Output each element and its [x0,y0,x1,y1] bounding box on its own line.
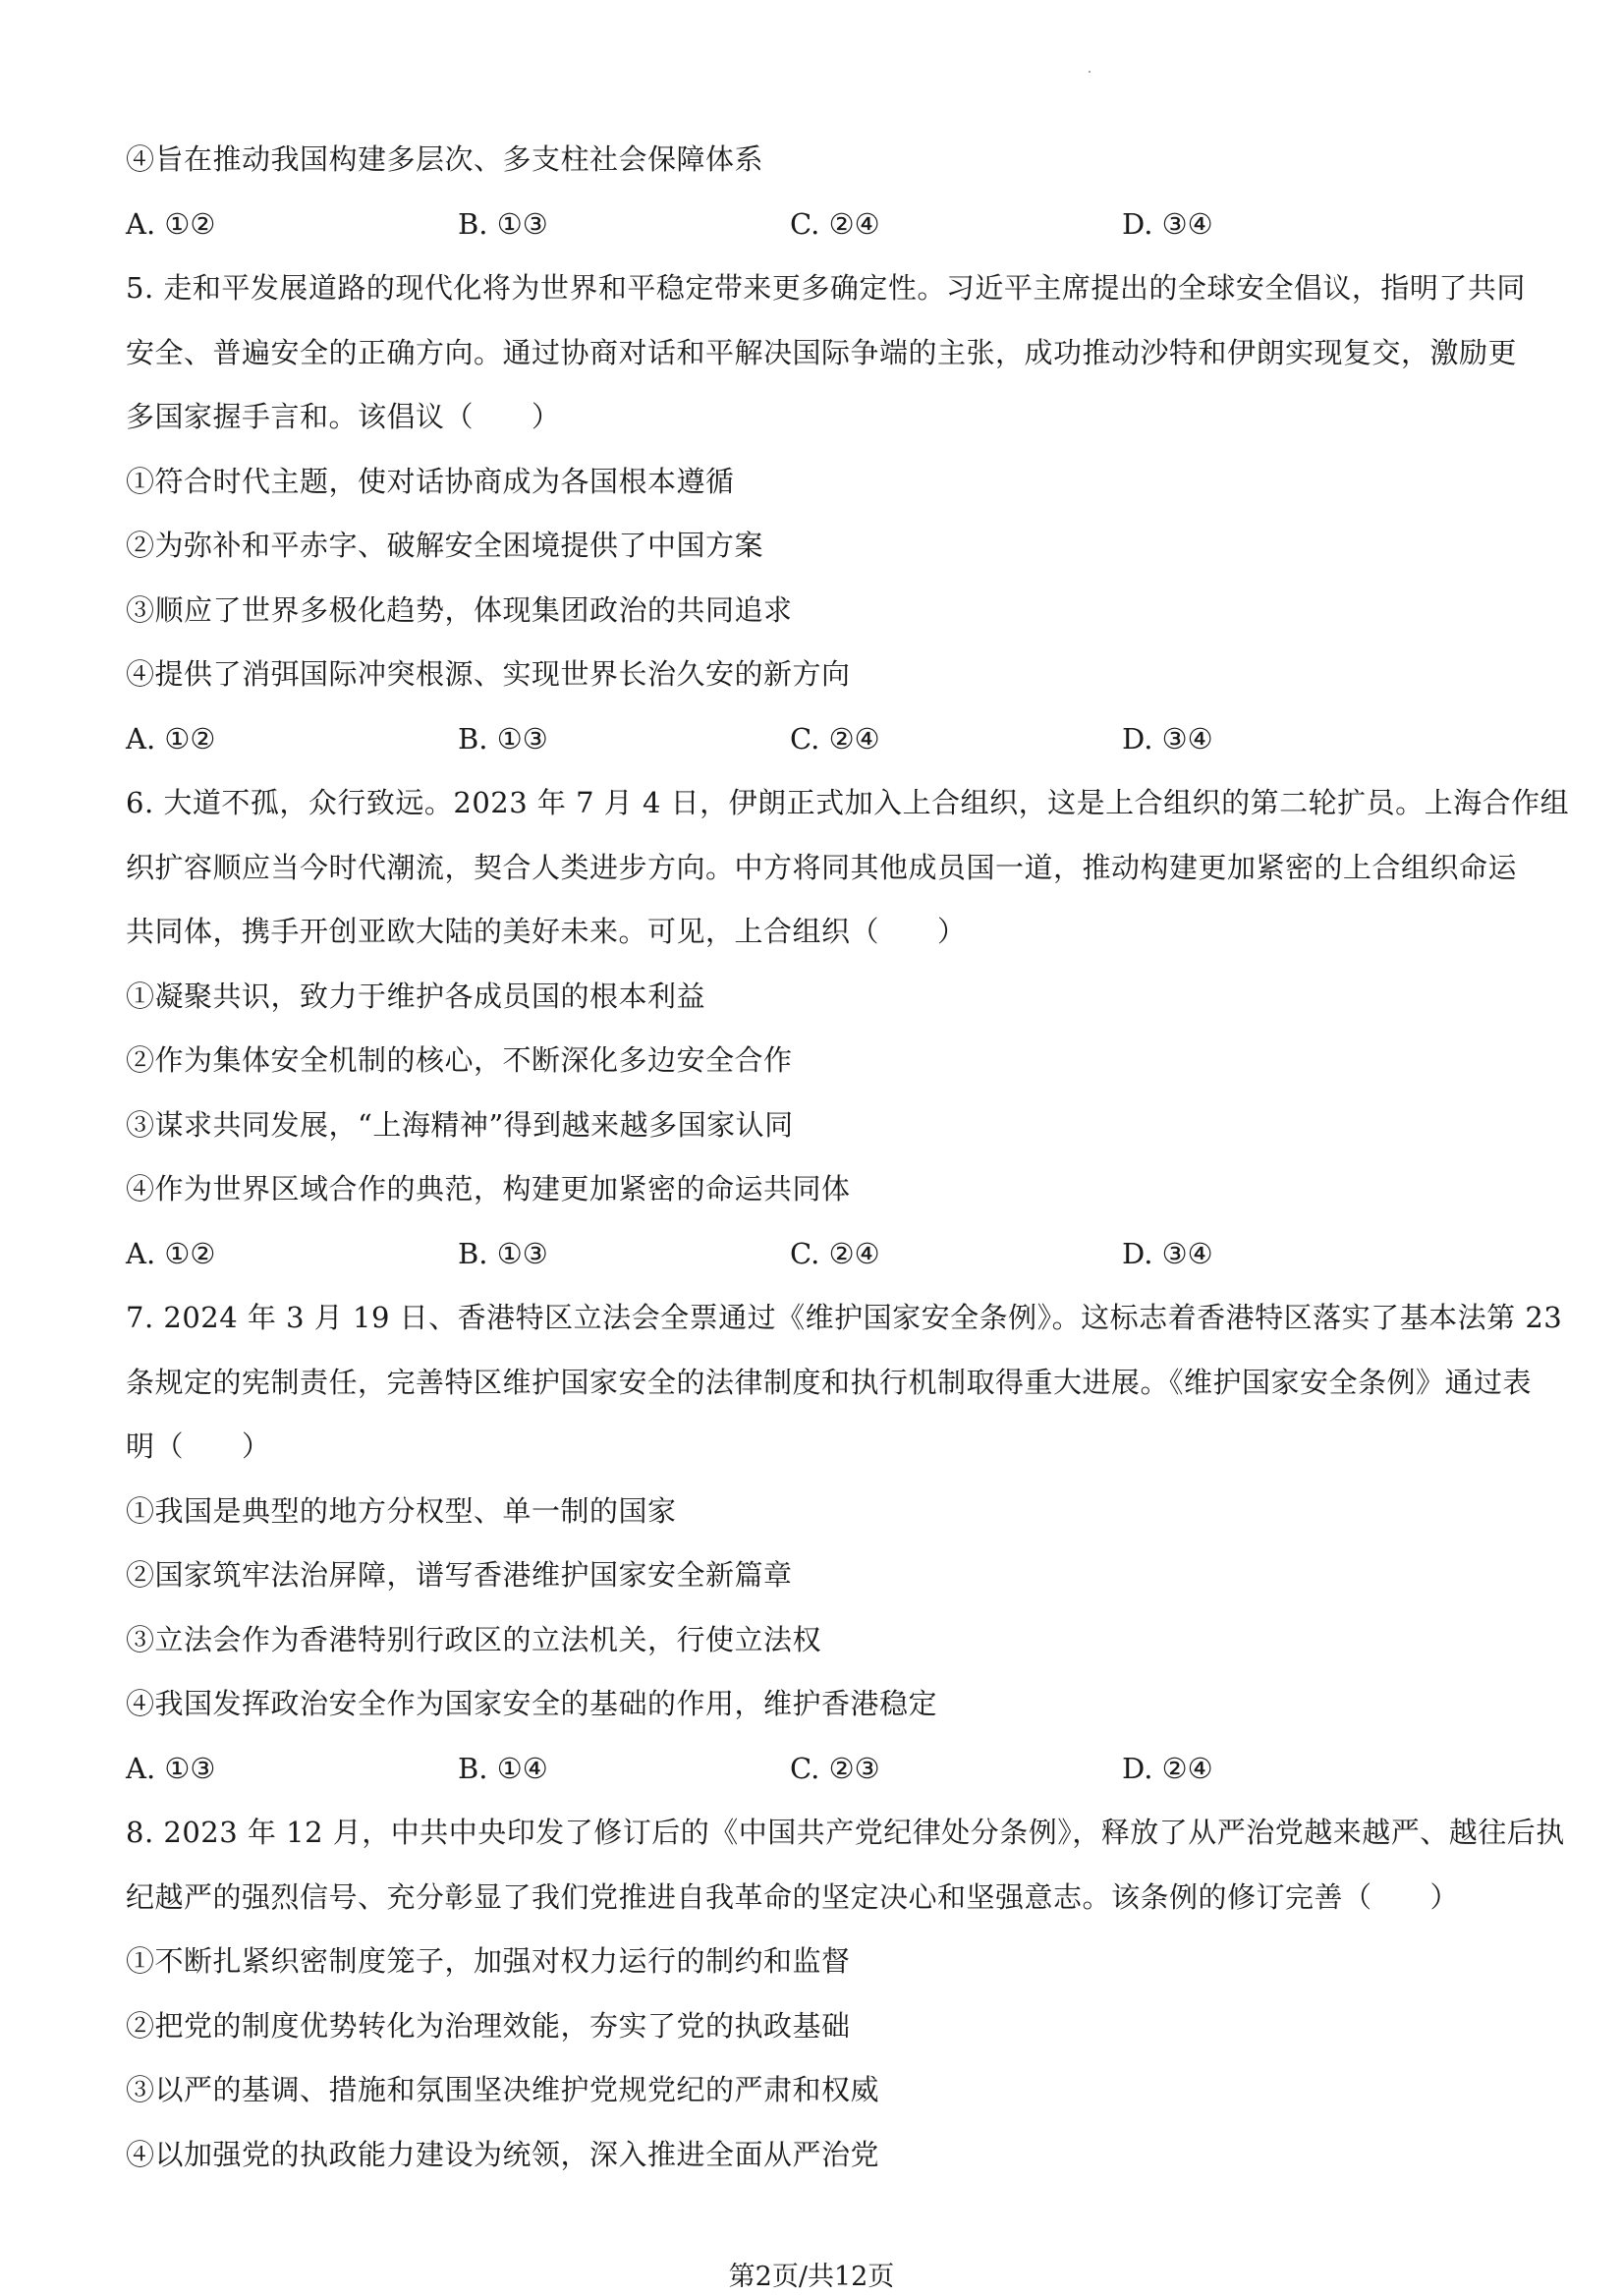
q5-statement-2: ②为弥补和平赤字、破解安全困境提供了中国方案 [126,529,764,562]
q7-option-d: D. ②④ [1122,1751,1213,1785]
q6-stem-line-1: 6. 大道不孤，众行致远。2023 年 7 月 4 日，伊朗正式加入上合组织，这是上合组织的第二轮扩员。上海合作组 [126,786,1570,819]
q6-option-d: D. ③④ [1122,1236,1213,1270]
page-speck [1089,71,1091,73]
q7-stem-line-1: 7. 2024 年 3 月 19 日、香港特区立法会全票通过《维护国家安全条例》。这标志着香港特区落实了基本法第 23 [126,1301,1563,1334]
q4-option-c: C. ②④ [790,206,880,241]
q5-options [126,707,1521,772]
page-number-footer: 第2页/共12页 [728,2262,895,2292]
q5-statement-4: ④提供了消弭国际冲突根源、实现世界长治久安的新方向 [126,657,851,691]
q6-option-b: B. ①③ [458,1236,548,1270]
q7-option-c: C. ②③ [790,1751,880,1785]
q6-stem-line-2: 织扩容顺应当今时代潮流，契合人类进步方向。中方将同其他成员国一道，推动构建更加紧密的上合组织命运 [126,850,1518,884]
q6-option-a: A. ①② [126,1236,216,1270]
q7-stem-line-2: 条规定的宪制责任，完善特区维护国家安全的法律制度和执行机制取得重大进展。《维护国家安全条例》通过表 [126,1365,1533,1399]
q7-statement-3: ③立法会作为香港特别行政区的立法机关，行使立法权 [126,1622,822,1656]
q6-statement-2: ②作为集体安全机制的核心，不断深化多边安全合作 [126,1043,793,1077]
q5-stem-line-2: 安全、普遍安全的正确方向。通过协商对话和平解决国际争端的主张，成功推动沙特和伊朗实现复交，激励更 [126,335,1518,369]
q8-stem-line-2: 纪越严的强烈信号、充分彰显了我们党推进自我革命的坚定决心和坚强意志。该条例的修订完善（ ） [126,1879,1460,1914]
q4-options [126,193,1521,257]
q4-option-b: B. ①③ [458,206,548,241]
q8-statement-1: ①不断扎紧织密制度笼子，加强对权力运行的制约和监督 [126,1944,851,1978]
q8-statement-2: ②把党的制度优势转化为治理效能，夯实了党的执政基础 [126,2008,851,2043]
q4-statement-4: ④旨在推动我国构建多层次、多支柱社会保障体系 [126,142,764,176]
q6-statement-1: ①凝聚共识，致力于维护各成员国的根本利益 [126,979,706,1013]
q8-statement-3: ③以严的基调、措施和氛围坚决维护党规党纪的严肃和权威 [126,2073,880,2106]
q6-option-c: C. ②④ [790,1236,880,1270]
q5-option-c: C. ②④ [790,721,880,756]
q5-option-b: B. ①③ [458,721,548,756]
q7-options [126,1737,1521,1802]
q5-option-d: D. ③④ [1122,721,1213,756]
q5-statement-1: ①符合时代主题，使对话协商成为各国根本遵循 [126,464,735,498]
q7-stem-line-3: 明（ ） [126,1429,271,1463]
q6-options [126,1222,1521,1287]
q7-statement-2: ②国家筑牢法治屏障，谱写香港维护国家安全新篇章 [126,1558,793,1592]
q8-statement-4: ④以加强党的执政能力建设为统领，深入推进全面从严治党 [126,2137,880,2171]
q8-stem-line-1: 8. 2023 年 12 月，中共中央印发了修订后的《中国共产党纪律处分条例》，释放了从严治党越来越严、越往后执 [126,1816,1565,1849]
q6-statement-4: ④作为世界区域合作的典范，构建更加紧密的命运共同体 [126,1172,851,1205]
q5-stem-line-1: 5. 走和平发展道路的现代化将为世界和平稳定带来更多确定性。习近平主席提出的全球安全倡议，指明了共同 [126,271,1526,305]
exam-page-body [126,128,1570,2187]
q4-option-a: A. ①② [126,206,216,241]
q6-statement-3: ③谋求共同发展，“上海精神”得到越来越多国家认同 [126,1107,794,1142]
q5-stem-line-3: 多国家握手言和。该倡议（ ） [126,400,561,433]
q4-option-d: D. ③④ [1122,206,1213,241]
q5-option-a: A. ①② [126,721,216,756]
q7-statement-4: ④我国发挥政治安全作为国家安全的基础的作用，维护香港稳定 [126,1687,938,1720]
q5-statement-3: ③顺应了世界多极化趋势，体现集团政治的共同追求 [126,592,793,627]
q7-option-a: A. ①③ [126,1751,216,1785]
q7-option-b: B. ①④ [458,1751,548,1785]
q7-statement-1: ①我国是典型的地方分权型、单一制的国家 [126,1493,677,1528]
q6-stem-line-3: 共同体，携手开创亚欧大陆的美好未来。可见，上合组织（ ） [126,915,967,948]
